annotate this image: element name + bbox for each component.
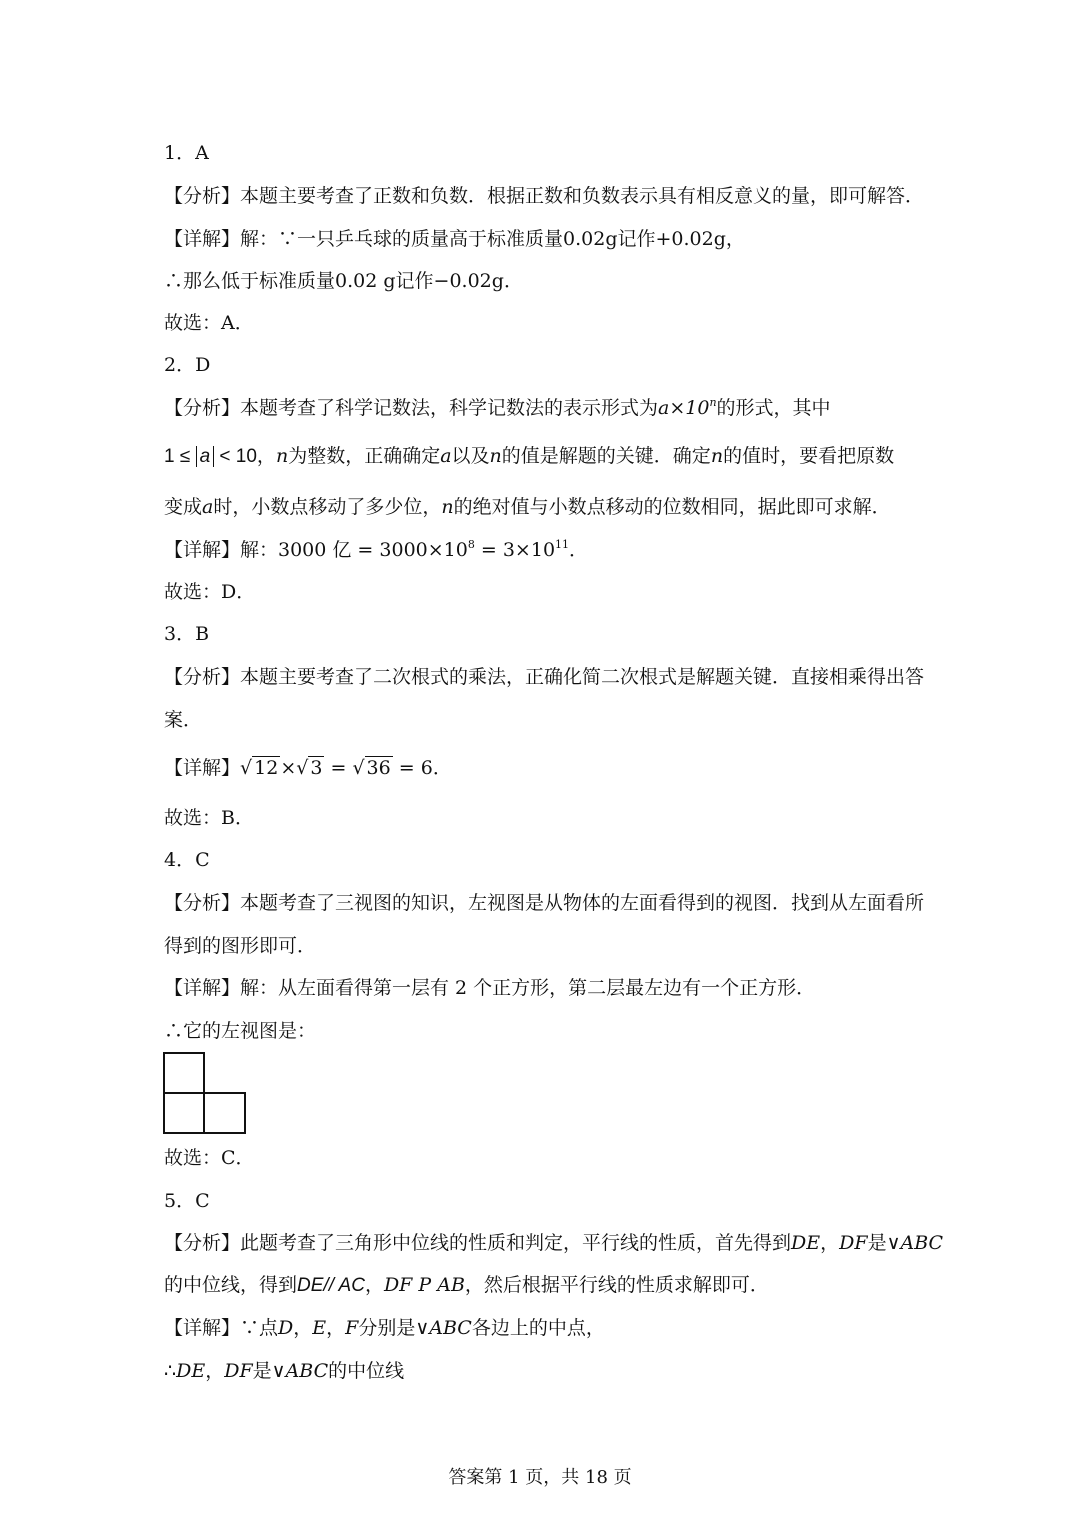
q5-therefore-text: 的中位线 <box>328 1360 405 1382</box>
q5-detail <box>164 1315 605 1341</box>
q5-point-f: F <box>345 1317 359 1339</box>
q5-therefore-shi: 是 <box>252 1360 272 1382</box>
q5-l2-sep: ， <box>364 1274 384 1296</box>
q5-detail-sep2: ， <box>326 1317 346 1339</box>
q3-detail <box>164 755 452 781</box>
q5-detail-triangle: ∨ABC <box>415 1317 472 1339</box>
q5-therefore-sep: ， <box>205 1360 225 1382</box>
q5-therefore-df: DF <box>224 1360 253 1382</box>
q3-times: × <box>280 757 297 779</box>
q3-sqrt-3: √ 3 <box>296 757 323 779</box>
q2-var-a: a <box>440 445 452 467</box>
q5-therefore-de: DE <box>176 1360 206 1382</box>
square-bottom-right <box>204 1093 245 1133</box>
q3-sqrt-12: √ 12 <box>240 757 279 779</box>
q5-analysis-line1 <box>164 1230 943 1256</box>
q3-rad-12: 12 <box>254 757 279 779</box>
page-footer: 答案第 1 页，共 18 页 <box>448 1467 632 1488</box>
q5-detail-text3: 各边上的中点， <box>471 1317 605 1339</box>
q3-rad-36: 36 <box>366 757 391 779</box>
q5-de: DE <box>791 1232 821 1254</box>
q5-sep: ， <box>820 1232 840 1254</box>
q2-answer: 故选：D． <box>164 581 256 603</box>
q1-detail-value: 0.02g <box>563 228 618 250</box>
q3-number: 3．B <box>164 623 210 645</box>
q2-ineq-right: < 10， <box>214 446 276 467</box>
q5-df: DF <box>839 1232 868 1254</box>
q1-detail-value2: +0.02g <box>655 228 726 250</box>
q1-answer: 故选：A． <box>164 312 254 334</box>
q2-analysis-text2: 的形式，其中 <box>716 397 831 419</box>
q2-detail <box>164 537 588 563</box>
q5-df-parallel-ab: DF Ρ AB <box>383 1274 465 1296</box>
q2-detail-punct: ． <box>569 539 589 561</box>
q3-detail-label: 【详解】 <box>164 757 241 779</box>
q1-detail <box>164 226 745 252</box>
q4-analysis-line1: 【分析】本题考查了三视图的知识，左视图是从物体的左面看得到的视图．找到从左面看所 <box>164 892 925 914</box>
q1-detail-text2: 记作 <box>617 228 656 250</box>
q2-analysis-line3 <box>164 494 891 520</box>
q5-detail-sep1: ， <box>293 1317 313 1339</box>
q5-analysis-line2 <box>164 1272 769 1299</box>
q2-text-d: 的值时，要看把原数 <box>723 445 895 467</box>
q2-text-c: 的值是解题的关键．确定 <box>501 445 711 467</box>
q1-detail-text: 【详解】解：∵一只乒乓球的质量高于标准质量 <box>164 228 564 250</box>
q2-number: 2．D <box>164 354 211 376</box>
q2-analysis-line1 <box>164 395 831 421</box>
q5-analysis-text: 【分析】此题考查了三角形中位线的性质和判定，平行线的性质，首先得到 <box>164 1232 792 1254</box>
q2-var-n3: n <box>710 445 724 467</box>
q1-therefore-value: 0.02 g <box>335 270 396 292</box>
q4-therefore: ∴它的左视图是： <box>164 1020 317 1042</box>
square-top-left <box>164 1053 204 1093</box>
q2-analysis-text: 【分析】本题考查了科学记数法，科学记数法的表示形式为 <box>164 397 659 419</box>
q2-l3-text-a: 变成 <box>164 496 203 518</box>
q5-detail-text: 【详解】∵点 <box>164 1317 279 1339</box>
q1-therefore-punct: ． <box>503 270 523 292</box>
q1-therefore-text2: 记作 <box>395 270 434 292</box>
q3-answer: 故选：B． <box>164 807 254 829</box>
q3-eq2: = 6． <box>392 757 452 779</box>
q2-detail-text: 【详解】解：3000 亿 = 3000×10 <box>164 539 468 561</box>
q2-ineq-left: 1 ≤ <box>164 446 196 467</box>
q3-sqrt-36: √ 36 <box>352 757 391 779</box>
q1-therefore-text: ∴那么低于标准质量 <box>164 270 336 292</box>
q3-analysis-line1: 【分析】本题主要考查了二次根式的乘法，正确化简二次根式是解题关键．直接相乘得出答 <box>164 666 925 688</box>
q5-detail-text2: 分别是 <box>358 1317 416 1339</box>
q3-analysis-line2: 案． <box>164 709 203 731</box>
q5-text-shi: 是 <box>867 1232 887 1254</box>
q5-therefore-triangle: ∨ABC <box>271 1360 329 1382</box>
q4-number: 4．C <box>164 849 210 871</box>
q1-number: 1．A <box>164 142 209 164</box>
q1-therefore <box>164 268 523 294</box>
q2-var-n: n <box>275 445 289 467</box>
q2-detail-text2: = 3×10 <box>474 539 556 561</box>
left-view-figure <box>163 1052 247 1134</box>
q2-ineq-abs: a <box>196 446 215 467</box>
q5-l2-text-b: ，然后根据平行线的性质求解即可． <box>464 1274 769 1296</box>
q5-number: 5．C <box>164 1190 210 1212</box>
q5-therefore <box>164 1358 404 1384</box>
q5-l2-text-a: 的中位线，得到 <box>164 1274 298 1296</box>
q4-analysis-line2: 得到的图形即可． <box>164 935 317 957</box>
q2-detail-exp2: 11 <box>555 538 570 551</box>
q5-point-d: D <box>278 1317 294 1339</box>
q1-detail-punct: ， <box>725 228 745 250</box>
q4-detail: 【详解】解：从左面看得第一层有 2 个正方形，第二层最左边有一个正方形． <box>164 977 816 999</box>
q2-expr-base: a×10 <box>658 397 710 419</box>
q5-point-e: E <box>312 1317 327 1339</box>
q2-l3-var-a: a <box>202 496 214 518</box>
q3-eq1: = <box>324 757 353 779</box>
q5-de-parallel-ac: DE// AC <box>297 1275 365 1296</box>
q2-text-a: 为整数，正确确定 <box>288 445 441 467</box>
q2-l3-text-b: 时，小数点移动了多少位， <box>213 496 442 518</box>
q3-rad-3: 3 <box>310 757 323 779</box>
q2-var-n2: n <box>489 445 502 467</box>
q2-expr-exp: n <box>709 396 717 409</box>
q4-answer: 故选：C． <box>164 1147 255 1169</box>
q2-l3-text-c: 的绝对值与小数点移动的位数相同，据此即可求解． <box>453 496 891 518</box>
q1-analysis: 【分析】本题主要考查了正数和负数．根据正数和负数表示具有相反意义的量，即可解答． <box>164 185 925 207</box>
q5-therefore-symbol: ∴ <box>164 1360 177 1382</box>
q2-l3-var-n: n <box>441 496 454 518</box>
q2-text-b: 以及 <box>451 445 490 467</box>
q1-therefore-value2: −0.02g <box>433 270 504 292</box>
q5-triangle: ∨ABC <box>886 1232 944 1254</box>
q2-analysis-line2 <box>164 443 894 470</box>
q2-detail-exp1: 8 <box>467 538 475 551</box>
square-bottom-left <box>164 1093 204 1133</box>
